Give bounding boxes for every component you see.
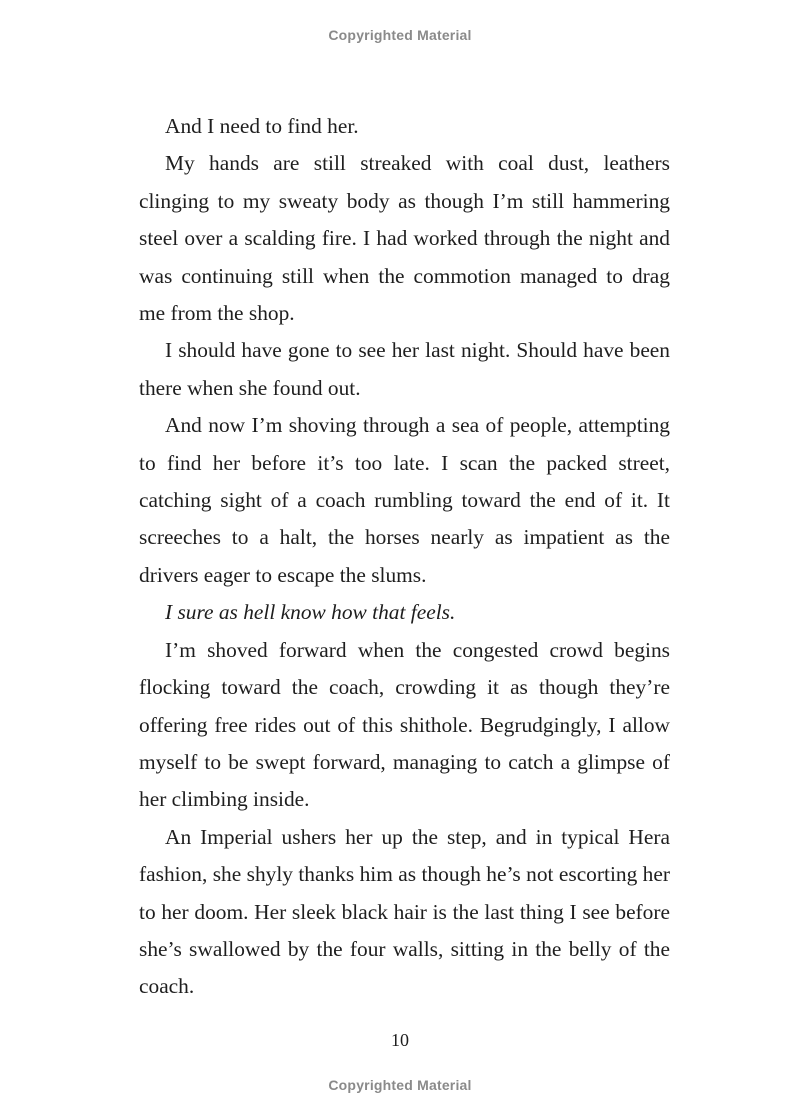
paragraph-6: I’m shoved forward when the congested crowd begins flocking toward the coach, crowding it as though they’re offering free rides out of this shithole. Begrudgingly, I allow myself to be swept forward, managing to catch a glimpse of her climbing inside. [139,637,670,812]
paragraph-7: An Imperial ushers her up the step, and in typical Hera fashion, she shyly thanks him as though he’s not escorting her to her doom. Her sleek black hair is the last thing I see before she’s swallowed by the four walls, sitting in the belly of the coach. [139,824,670,999]
paragraph-1: And I need to find her. [165,114,359,138]
paragraph-3: I should have gone to see her last night. Should have been there when she found out. [139,338,670,400]
copyright-watermark-top: Copyrighted Material [328,27,472,43]
paragraph-2: My hands are still streaked with coal dust, leathers clinging to my sweaty body as though I’m still hammering steel over a scalding fire. I had worked through the night and was continuing still when the commotion managed to drag me from the shop. [139,151,670,326]
italic-thought-paragraph: I sure as hell know how that feels. [165,600,456,625]
copyright-watermark-bottom: Copyrighted Material [328,1077,472,1093]
page-body [139,108,670,1006]
paragraph-4: And now I’m shoving through a sea of people, attempting to find her before it’s too late. I scan the packed street, catching sight of a coach rumbling toward the end of it. It screeches to a halt, the horses nearly as impatient as the drivers eager to escape the slums. [139,413,670,587]
page-number: 10 [391,1030,409,1050]
